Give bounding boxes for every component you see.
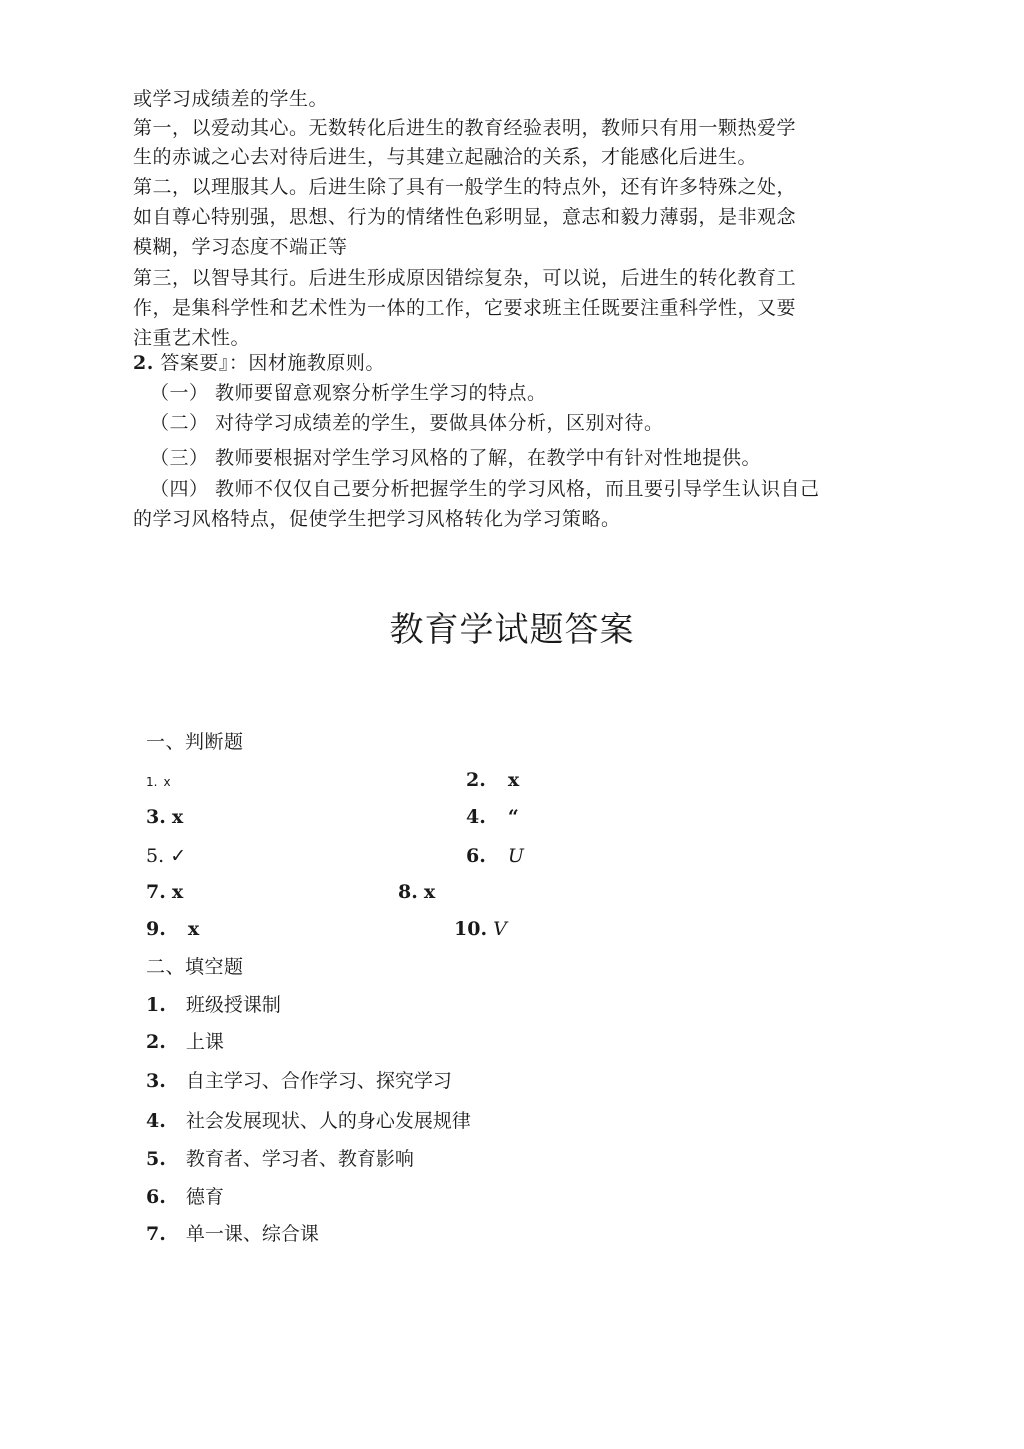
item-answer: x [423,881,436,903]
section-heading: 一、判断题 [146,731,244,753]
item-number: 7. [146,1223,166,1245]
page-title: 教育学试题答案 [389,610,635,650]
answer-point: 的学习风格特点，促使学生把学习风格转化为学习策略。 [133,508,621,530]
item-text: 自主学习、合作学习、探究学习 [185,1070,452,1092]
paragraph-line: 生的赤诚之心去对待后进生，与其建立起融洽的关系，才能感化后进生。 [133,146,758,168]
item-number: 3. [146,806,166,828]
judgement-item [146,769,171,793]
fill-item [146,1110,471,1132]
item-number: 2. [466,769,486,791]
item-number: 8. [398,881,418,903]
item-answer: x [163,775,171,789]
item-number: 6. [466,845,486,867]
item-answer: x [187,918,200,940]
item-text: 社会发展现状、人的身心发展规律 [185,1110,471,1132]
fill-item [146,1223,319,1245]
judgement-item [466,769,519,791]
item-number: 6. [146,1186,166,1208]
answer-point: （三） 教师要根据对学生学习风格的了解，在教学中有针对性地提供。 [150,447,762,469]
answer-point: （四） 教师不仅仅自己要分析把握学生的学习风格，而且要引导学生认识自己 [150,478,820,500]
item-text: 上课 [185,1031,224,1053]
item-number: 3. [146,1070,166,1092]
item-answer: ✓ [170,845,187,867]
paragraph-line: 第三，以智导其行。后进生形成原因错综复杂，可以说，后进生的转化教育工 [133,267,797,289]
item-number: 2. [146,1031,166,1053]
item-number: 5. [146,845,165,867]
item-answer: U [507,845,524,867]
item-number: 1. [146,994,166,1016]
paragraph-line: 第一，以爱动其心。无数转化后进生的教育经验表明，教师只有用一颗热爱学 [133,117,797,139]
item-text: 单一课、综合课 [185,1223,319,1245]
item-number: 1. [146,775,158,789]
item-number: 4. [466,806,486,828]
fill-item [146,1148,414,1170]
item-number: 10. [454,918,488,940]
paragraph-line: 第二，以理服其人。后进生除了具有一般学生的特点外，还有许多特殊之处， [133,176,797,198]
item-number: 4. [146,1110,166,1132]
item-number: 7. [146,881,166,903]
judgement-item [466,806,519,828]
judgement-item [466,845,524,867]
judgement-item [146,881,183,903]
paragraph-line: 如自尊心特别强，思想、行为的情绪性色彩明显，意志和毅力薄弱，是非观念 [133,206,797,228]
section-heading: 二、填空题 [146,956,244,978]
fill-item [146,994,281,1016]
item-answer: V [493,918,507,940]
item-number: 5. [146,1148,166,1170]
judgement-item [454,918,507,940]
item-number: 9. [146,918,166,940]
answer-point: （二） 对待学习成绩差的学生，要做具体分析，区别对待。 [150,412,664,434]
question-number: 2. [133,352,154,374]
paragraph-line: 或学习成绩差的学生。 [133,88,329,110]
fill-item [146,1186,224,1208]
question-2-line [133,352,385,374]
answer-point: （一） 教师要留意观察分析学生学习的特点。 [150,382,547,404]
item-text: 教育者、学习者、教育影响 [185,1148,414,1170]
question-text: 答案要』：因材施教原则。 [160,352,385,374]
judgement-item [146,806,183,828]
paragraph-line: 模糊，学习态度不端正等 [133,236,348,258]
item-answer: x [171,881,184,903]
fill-item [146,1070,452,1092]
item-text: 班级授课制 [185,994,281,1016]
item-text: 德育 [185,1186,224,1208]
judgement-item [146,918,199,940]
judgement-item [398,881,435,903]
item-answer: x [171,806,184,828]
paragraph-line: 注重艺术性。 [133,327,251,349]
item-answer: x [507,769,520,791]
item-answer: “ [507,806,519,828]
paragraph-line: 作，是集科学性和艺术性为一体的工作，它要求班主任既要注重科学性，又要 [133,297,797,319]
fill-item [146,1031,224,1053]
judgement-item [146,845,186,867]
